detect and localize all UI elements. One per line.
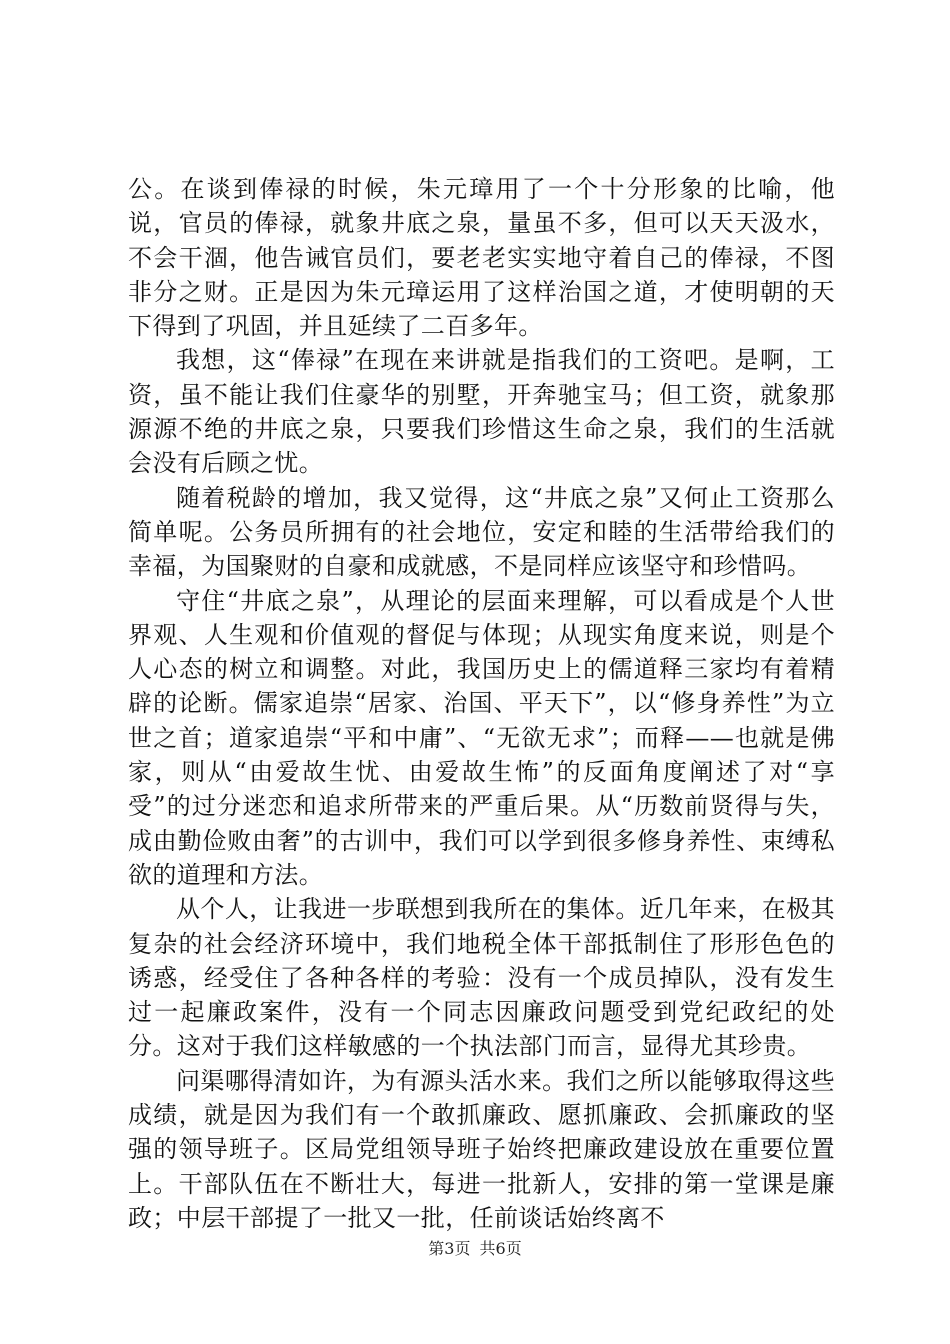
page-total: 共6页 (479, 1239, 522, 1258)
paragraph-3: 随着税龄的增加，我又觉得，这“井底之泉”又何止工资那么简单呢。公务员所拥有的社会地位，安定和睦的生活带给我们的幸福，为国聚财的自豪和成就感，不是同样应该坚守和珍惜吗。 (128, 483, 835, 581)
paragraph-4: 守住“井底之泉”，从理论的层面来理解，可以看成是个人世界观、人生观和价值观的督促与体现；从现实角度来说，则是个人心态的树立和调整。对此，我国历史上的儒道释三家均有着精辟的论断。儒家追崇“居家、治国、平天下”，以“修身养性”为立世之首；道家追崇“平和中庸”、“无欲无求”；而释——也就是佛家，则从“由爱故生忧、由爱故生怖”的反面角度阐述了对“享受”的过分迷恋和追求所带来的严重后果。从“历数前贤得与失，成由勤俭败由奢”的古训中，我们可以学到很多修身养性、束缚私欲的道理和方法。 (128, 586, 835, 889)
paragraph-2: 我想，这“俸禄”在现在来讲就是指我们的工资吧。是啊，工资，虽不能让我们住豪华的别墅，开奔驰宝马；但工资，就象那源源不绝的井底之泉，只要我们珍惜这生命之泉，我们的生活就会没有后顾之忧。 (128, 346, 835, 478)
paragraph-6: 问渠哪得清如许，为有源头活水来。我们之所以能够取得这些成绩，就是因为我们有一个敢抓廉政、愿抓廉政、会抓廉政的坚强的领导班子。区局党组领导班子始终把廉政建设放在重要位置上。干部队伍在不断壮大，每进一批新人，安排的第一堂课是廉政；中层干部提了一批又一批，任前谈话始终离不 (128, 1066, 835, 1232)
paragraph-5: 从个人，让我进一步联想到我所在的集体。近几年来，在极其复杂的社会经济环境中，我们地税全体干部抵制住了形形色色的诱惑，经受住了各种各样的考验：没有一个成员掉队，没有发生过一起廉政案件，没有一个同志因廉政问题受到党纪政纪的处分。这对于我们这样敏感的一个执法部门而言，显得尤其珍贵。 (128, 895, 835, 1061)
paragraph-1: 公。在谈到俸禄的时候，朱元璋用了一个十分形象的比喻，他说，官员的俸禄，就象井底之泉，量虽不多，但可以天天汲水，不会干涸，他告诫官员们，要老老实实地守着自己的俸禄，不图非分之财。正是因为朱元璋运用了这样治国之道，才使明朝的天下得到了巩固，并且延续了二百多年。 (128, 175, 835, 341)
page-number: 第3页 (428, 1239, 471, 1258)
document-body (128, 172, 835, 1235)
page-footer (0, 1236, 950, 1259)
